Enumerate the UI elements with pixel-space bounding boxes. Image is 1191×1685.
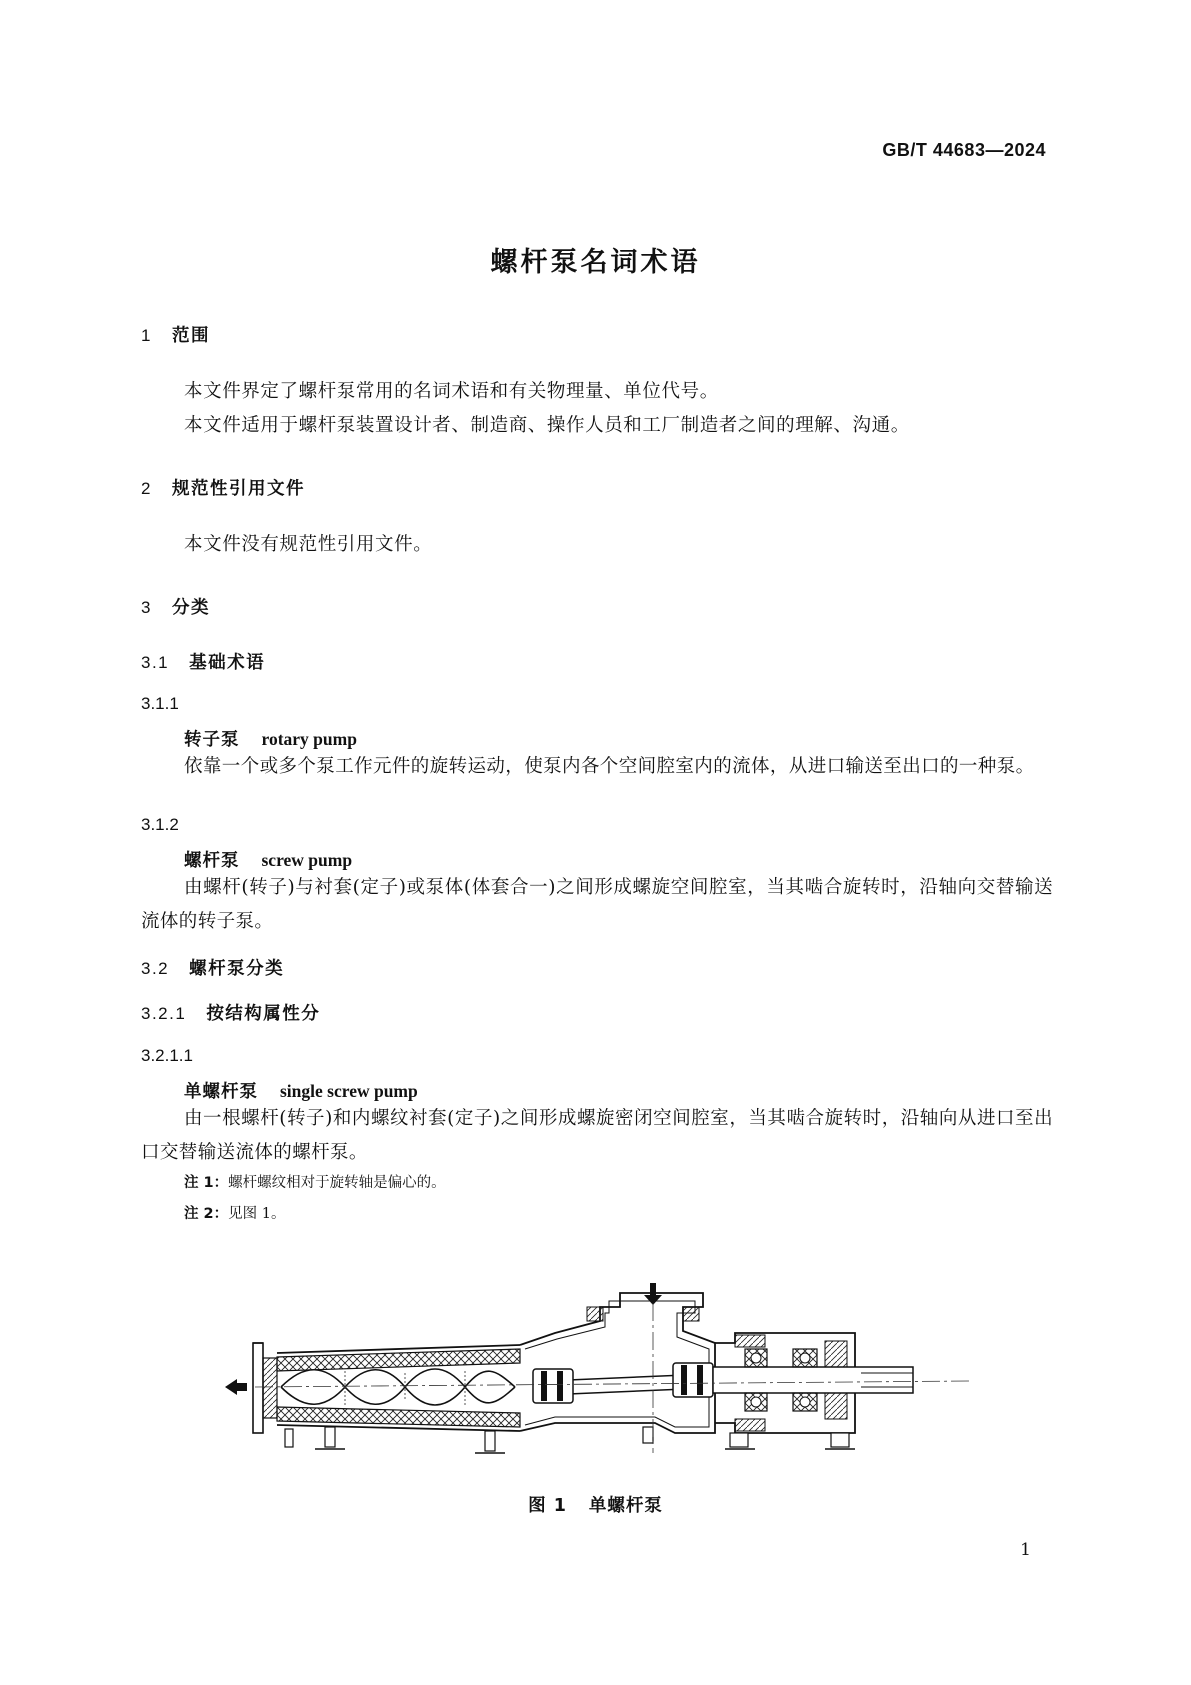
section-3-heading (141, 594, 210, 619)
term-3-1-2 (184, 847, 352, 872)
term-zh: 螺杆泵 (184, 851, 240, 871)
term-3-2-1-1 (184, 1078, 418, 1103)
section-title: 范围 (171, 326, 210, 346)
section-number: 3.2.1 (141, 1004, 187, 1023)
term-3-1-1-definition: 依靠一个或多个泵工作元件的旋转运动，使泵内各个空间腔室内的流体，从进口输送至出口的一种泵。 (184, 756, 1035, 777)
section-1-heading (141, 322, 210, 347)
term-en: rotary pump (261, 729, 357, 749)
outlet-arrow-icon (225, 1379, 247, 1395)
note-1 (184, 1171, 446, 1192)
section-number: 3 (141, 598, 152, 617)
term-3-1-1 (184, 726, 357, 751)
section-3-2-heading (141, 955, 284, 980)
standard-number: GB/T 44683—2024 (882, 140, 1046, 160)
section-title: 螺杆泵分类 (189, 959, 285, 979)
term-3-1-2-definition: 由螺杆(转子)与衬套(定子)或泵体(体套合一)之间形成螺旋空间腔室，当其啮合旋转时，沿轴向交替输送流体的转子泵。 (141, 877, 1053, 932)
figure-1-caption (0, 1492, 1191, 1517)
term-zh: 转子泵 (184, 730, 240, 750)
section-title: 基础术语 (189, 653, 266, 673)
page-number: 1 (1020, 1540, 1031, 1560)
section-1-paragraph-2: 本文件适用于螺杆泵装置设计者、制造商、操作人员和工厂制造者之间的理解、沟通。 (184, 415, 910, 436)
note-label: 注 2： (184, 1206, 229, 1222)
section-2-paragraph: 本文件没有规范性引用文件。 (184, 534, 433, 555)
note-label: 注 1： (184, 1175, 229, 1191)
figure-caption-text: 单螺杆泵 (588, 1496, 663, 1516)
section-number: 2 (141, 479, 152, 498)
section-title: 规范性引用文件 (171, 479, 305, 499)
section-title: 按结构属性分 (206, 1004, 321, 1024)
term-zh: 单螺杆泵 (184, 1082, 258, 1102)
single-screw-pump-illustration (225, 1283, 975, 1483)
section-3-2-1-heading (141, 1000, 320, 1025)
note-text: 螺杆螺纹相对于旋转轴是偏心的。 (228, 1175, 446, 1191)
figure-label: 图 1 (528, 1496, 567, 1516)
figure-1-drawing (225, 1283, 975, 1487)
section-number: 1 (141, 326, 152, 345)
note-text: 见图 1。 (228, 1206, 286, 1222)
note-2 (184, 1202, 285, 1223)
section-number: 3.2 (141, 959, 170, 978)
term-3-2-1-1-number: 3.2.1.1 (141, 1046, 193, 1065)
section-number: 3.1 (141, 653, 170, 672)
term-en: screw pump (261, 850, 353, 870)
document-title: 螺杆泵名词术语 (490, 247, 701, 278)
term-en: single screw pump (280, 1081, 418, 1101)
term-3-2-1-1-definition: 由一根螺杆(转子)和内螺纹衬套(定子)之间形成螺旋密闭空间腔室，当其啮合旋转时，沿轴向从进口至出口交替输送流体的螺杆泵。 (141, 1108, 1053, 1163)
section-2-heading (141, 475, 305, 500)
section-title: 分类 (171, 598, 210, 618)
section-3-1-heading (141, 649, 265, 674)
term-3-1-1-number: 3.1.1 (141, 694, 179, 713)
term-3-1-2-number: 3.1.2 (141, 815, 179, 834)
section-1-paragraph-1: 本文件界定了螺杆泵常用的名词术语和有关物理量、单位代号。 (184, 381, 719, 402)
